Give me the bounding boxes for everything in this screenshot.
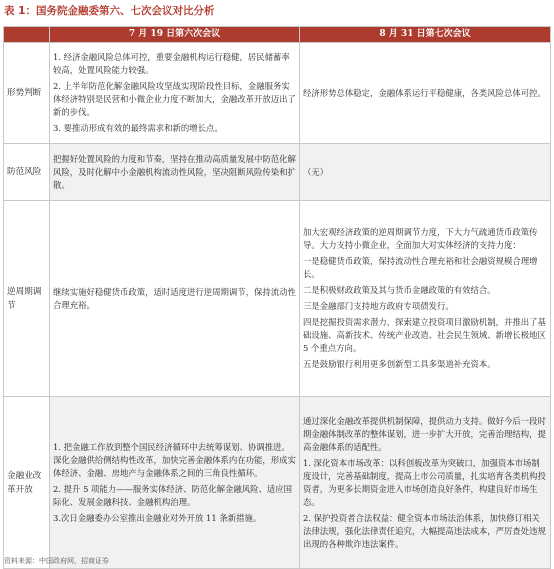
- cell-paragraph: 2. 保护投资者合法权益：健全资本市场法治体系，加快修订相关法律法规，强化法律责任追究，大幅提高违法成本，严厉查处违规出现的各种欺诈违法案件。: [303, 512, 546, 549]
- table-row: [4, 144, 551, 201]
- source-note: 资料来源：中国政府网，招商证券: [4, 557, 109, 565]
- cell-paragraph: 3. 要推动形成有效的最终需求和新的增长点。: [53, 123, 223, 133]
- cell-paragraph: 2. 上半年防范化解金融风险攻坚战实现阶段性目标，金融服务实体经济特别是民营和小微企业力度不断加大，金融改革开放迈出了新的步伐。: [53, 81, 296, 117]
- cell-paragraph: 一是稳健货币政策，保持流动性合理充裕和社会融资规模合理增长。: [303, 256, 538, 279]
- cell-paragraph: 通过深化金融改革提供机制保障，提供动力支持。做好今后一段时期金融体制改革的整体谋划，进一步扩大开放，完善治理结构，提高金融体系的适配性。: [303, 415, 546, 452]
- row-label-situation: 形势判断: [4, 43, 50, 144]
- row-label-risk: 防范风险: [4, 144, 50, 201]
- cell-paragraph: 1. 把金融工作放到整个国民经济循环中去统筹谋划、协调推进。深化金融供给侧结构性改革，加快完善金融体系内在功能，形成实体经济、金融、房地产与金融体系之间的三角良性循环。: [53, 441, 296, 478]
- cell-paragraph: 经济形势总体稳定，金融体系运行平稳健康，各类风险总体可控。: [303, 87, 546, 98]
- cell-paragraph: 三是金融部门支持地方政府专项债发行。: [303, 301, 454, 311]
- cell-paragraph: 二是积极财政政策及其与货币金融政策的有效结合。: [303, 285, 496, 295]
- cell-meeting-7: [300, 144, 551, 201]
- cell-paragraph: 把握好处置风险的力度和节奏，坚持在推动高质量发展中防范化解风险，及时化解中小金融机构流动性风险，坚决阻断风险传染和扩散。: [53, 153, 296, 190]
- cell-meeting-6: [50, 144, 300, 201]
- cell-meeting-7: [300, 201, 551, 397]
- table-row: [4, 397, 551, 569]
- header-meeting-7: 8 月 31 日第七次会议: [300, 27, 551, 43]
- table-header-row: [4, 27, 551, 43]
- row-label-countercyclical: 逆周期调节: [4, 201, 50, 397]
- cell-paragraph: 继续实施好稳健货币政策，适时适度进行逆周期调节，保持流动性合理充裕。: [53, 286, 296, 310]
- cell-paragraph: 2. 提升 5 项能力——服务实体经济、防范化解金融风险、适应国际化、发展金融科技、金融机构治理。: [53, 483, 293, 507]
- header-meeting-6: 7 月 19 日第六次会议: [50, 27, 300, 43]
- row-label-reform: 金融业改革开放: [4, 397, 50, 569]
- cell-meeting-6: [50, 201, 300, 397]
- comparison-table: [3, 26, 551, 569]
- header-blank: [4, 27, 50, 43]
- cell-paragraph: 五是鼓励银行利用更多创新型工具多渠道补充资本。: [303, 359, 496, 369]
- cell-meeting-7: [300, 397, 551, 569]
- cell-paragraph: 1. 深化资本市场改革：以科创板改革为突破口，加强资本市场制度设计，完善基础制度，提高上市公司质量，扎实培育各类机构投资者，为更多长期资金进入市场创造良好条件，构建良好市场生态。: [303, 457, 546, 507]
- cell-meeting-7: [300, 43, 551, 144]
- table-row: [4, 201, 551, 397]
- cell-paragraph: 四是挖掘投资需求潜力，探索建立投资项目激励机制，并推出了基础设施、高新技术、传统产业改造、社会民生领域、新增长极地区 5 个重点方向。: [303, 317, 546, 353]
- cell-paragraph: 加大宏观经济政策的逆周期调节力度，下大力气疏通货币政策传导。大力支持小微企业，全面加大对实体经济的支持力度：: [303, 227, 538, 250]
- cell-meeting-6: [50, 397, 300, 569]
- cell-paragraph: 3.次日金融委办公室推出金融业对外开放 11 条新措施。: [53, 512, 262, 523]
- cell-meeting-6: [50, 43, 300, 144]
- table-title: 表 1：国务院金融委第六、七次会议对比分析: [4, 5, 215, 17]
- table-row: [4, 43, 551, 144]
- cell-paragraph: 1. 经济金融风险总体可控，重要金融机构运行稳健，居民储蓄率较高，处置风险能力较强。: [53, 52, 290, 75]
- cell-paragraph: （无）: [303, 166, 329, 177]
